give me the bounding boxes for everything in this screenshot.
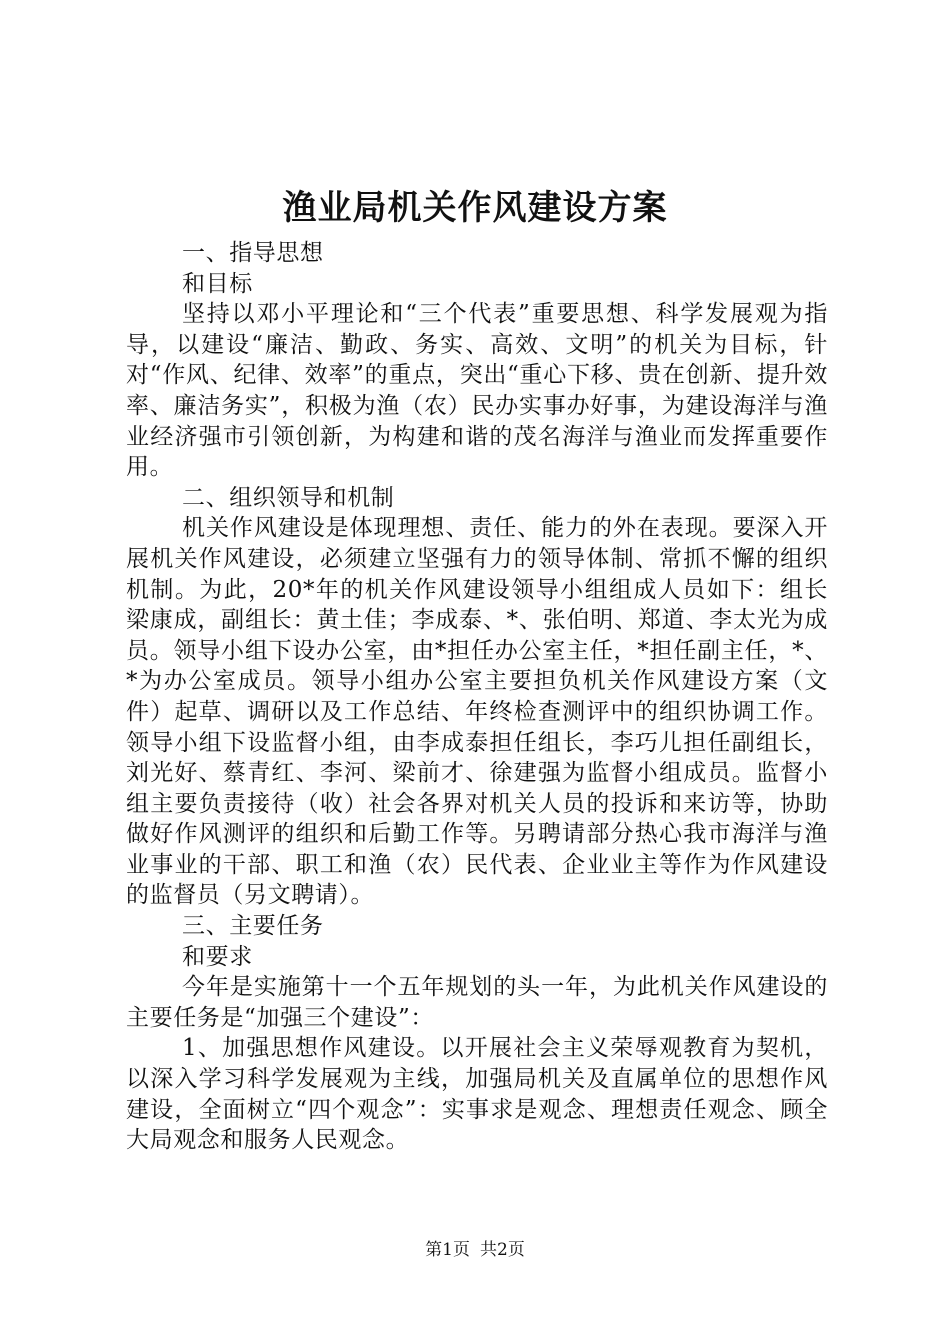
page-total: 共2页 xyxy=(480,1240,525,1260)
page-footer xyxy=(0,1238,950,1262)
section-heading-guiding-thought: 一、指导思想 xyxy=(182,240,324,266)
page-number: 第1页 xyxy=(425,1240,470,1260)
section-heading-guiding-thought-continued: 和目标 xyxy=(182,270,253,297)
document-title: 渔业局机关作风建设方案 xyxy=(282,188,668,228)
paragraph-main-tasks-intro: 今年是实施第十一个五年规划的头一年，为此机关作风建设的主要任务是“加强三个建设”： xyxy=(126,974,828,1031)
paragraph-task-1: 1、加强思想作风建设。以开展社会主义荣辱观教育为契机，以深入学习科学发展观为主线，加强局机关及直属单位的思想作风建设，全面树立“四个观念”：实事求是观念、理想责任观念、顾全大局观念和服务人民观念。 xyxy=(126,1035,828,1154)
paragraph-guiding-thought: 坚持以邓小平理论和“三个代表”重要思想、科学发展观为指导，以建设“廉洁、勤政、务实、高效、文明”的机关为目标，针对“作风、纪律、效率”的重点，突出“重心下移、贵在创新、提升效率、廉洁务实”，积极为渔（农）民办实事办好事，为建设海洋与渔业经济强市引领创新，为构建和谐的茂名海洋与渔业而发挥重要作用。 xyxy=(126,301,828,481)
paragraph-organization: 机关作风建设是体现理想、责任、能力的外在表现。要深入开展机关作风建设，必须建立坚强有力的领导体制、常抓不懈的组织机制。为此，20*年的机关作风建设领导小组组成人员如下：组长梁康成，副组长：黄土佳；李成泰、*、张伯明、郑道、李太光为成员。领导小组下设办公室，由*担任办公室主任，*担任副主任，*、*为办公室成员。领导小组办公室主要担负机关作风建设方案（文件）起草、调研以及工作总结、年终检查测评中的组织协调工作。领导小组下设监督小组，由李成泰担任组长，李巧儿担任副组长，刘光好、蔡青红、李河、梁前才、徐建强为监督小组成员。监督小组主要负责接待（收）社会各界对机关人员的投诉和来访等，协助做好作风测评的组织和后勤工作等。另聘请部分热心我市海洋与渔业事业的干部、职工和渔（农）民代表、企业业主等作为作风建设的监督员（另文聘请）。 xyxy=(126,515,828,909)
section-heading-organization: 二、组织领导和机制 xyxy=(182,484,395,511)
document-body xyxy=(126,238,828,1156)
section-heading-main-tasks: 三、主要任务 xyxy=(182,913,324,940)
section-heading-main-tasks-continued: 和要求 xyxy=(182,943,253,970)
